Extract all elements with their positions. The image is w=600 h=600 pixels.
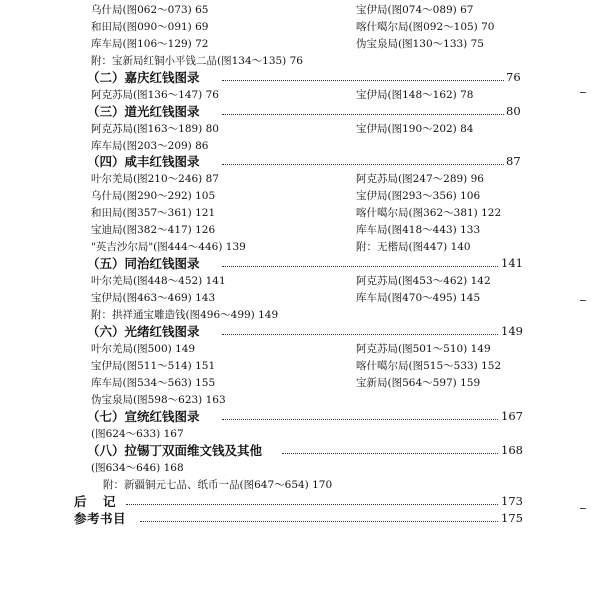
page-number: 149 [501, 324, 523, 338]
toc-entry: 宝新局(图564～597) 159 [356, 377, 481, 389]
toc-entry: 宝伊局(图293～356) 106 [356, 190, 481, 202]
postscript-title: 后 记 [74, 494, 118, 509]
toc-entry: 伪宝泉局(图130～133) 75 [356, 38, 484, 50]
toc-entry: 宝伊局(图074～089) 67 [356, 4, 474, 16]
page-number: 76 [506, 70, 521, 84]
leader-dots [282, 453, 498, 454]
references-title: 参考书目 [74, 511, 127, 526]
page-number: 167 [501, 409, 523, 423]
page-edge-mark [580, 300, 586, 301]
page-number: 168 [501, 443, 523, 457]
toc-entry: 阿克苏局(图163～189) 80 [91, 123, 219, 135]
toc-entry: 阿克苏局(图501～510) 149 [356, 343, 491, 355]
toc-entry: "英吉沙尔局"(图444～446) 139 [91, 241, 246, 253]
toc-entry: 叶尔羌局(图448～452) 141 [91, 275, 226, 287]
leader-dots [222, 419, 498, 420]
toc-entry: 乌什局(图290～292) 105 [91, 190, 216, 202]
toc-entry: 喀什噶尔局(图362～381) 122 [356, 207, 502, 219]
toc-entry: 和田局(图090～091) 69 [91, 21, 209, 33]
toc-entry: 库车局(图203～209) 86 [91, 140, 209, 152]
section-title: （二）嘉庆红钱图录 [87, 70, 200, 85]
section-title: （五）同治红钱图录 [87, 256, 200, 271]
toc-entry: 宝伊局(图190～202) 84 [356, 123, 474, 135]
leader-dots [222, 114, 504, 115]
leader-dots [222, 266, 498, 267]
toc-entry: 伪宝泉局(图598～623) 163 [91, 394, 226, 406]
toc-entry: 库车局(图106～129) 72 [91, 38, 209, 50]
toc-appendix: 附：拱祥通宝雕造钱(图496～499) 149 [91, 309, 279, 321]
section-title: （四）咸丰红钱图录 [87, 154, 200, 169]
toc-entry: 宝伊局(图148～162) 78 [356, 89, 474, 101]
toc-entry: 阿克苏局(图247～289) 96 [356, 173, 484, 185]
page-edge-mark [580, 92, 586, 93]
section-title: （三）道光红钱图录 [87, 104, 200, 119]
page-number: 80 [506, 104, 521, 118]
leader-dots [126, 504, 498, 505]
toc-entry: 阿克苏局(图453～462) 142 [356, 275, 491, 287]
leader-dots [140, 521, 498, 522]
toc-entry: (图624～633) 167 [91, 428, 184, 440]
toc-entry: 宝伊局(图511～514) 151 [91, 360, 216, 372]
toc-entry: 附：无楷局(图447) 140 [356, 241, 471, 253]
toc-entry: 库车局(图418～443) 133 [356, 224, 481, 236]
toc-entry: 喀什噶尔局(图515～533) 152 [356, 360, 502, 372]
toc-entry: 阿克苏局(图136～147) 76 [91, 89, 219, 101]
toc-appendix: 附：宝新局红铜小平钱二品(图134～135) 76 [91, 55, 303, 67]
section-title: （七）宣统红钱图录 [87, 409, 200, 424]
leader-dots [222, 80, 504, 81]
page-number: 175 [501, 511, 523, 525]
leader-dots [222, 164, 504, 165]
toc-entry: 和田局(图357～361) 121 [91, 207, 216, 219]
section-title: （八）拉锡丁双面维文钱及其他 [87, 443, 263, 458]
toc-entry: (图634～646) 168 [91, 462, 184, 474]
page-edge-mark [580, 508, 586, 509]
toc-entry: 宝伊局(图463～469) 143 [91, 292, 216, 304]
toc-entry: 库车局(图470～495) 145 [356, 292, 481, 304]
page-number: 87 [506, 154, 521, 168]
references-row [0, 509, 600, 529]
page-number: 173 [501, 494, 523, 508]
toc-entry: 喀什噶尔局(图092～105) 70 [356, 21, 495, 33]
toc-appendix: 附：新疆铜元七品、纸币一品(图647～654) 170 [103, 479, 333, 491]
toc-entry: 叶尔羌局(图500) 149 [91, 343, 196, 355]
page-number: 141 [501, 256, 523, 270]
toc-entry: 乌什局(图062～073) 65 [91, 4, 209, 16]
toc-entry: 库车局(图534～563) 155 [91, 377, 216, 389]
toc-entry: 宝迪局(图382～417) 126 [91, 224, 216, 236]
section-title: （六）光绪红钱图录 [87, 324, 200, 339]
toc-entry: 叶尔羌局(图210～246) 87 [91, 173, 219, 185]
leader-dots [222, 334, 498, 335]
